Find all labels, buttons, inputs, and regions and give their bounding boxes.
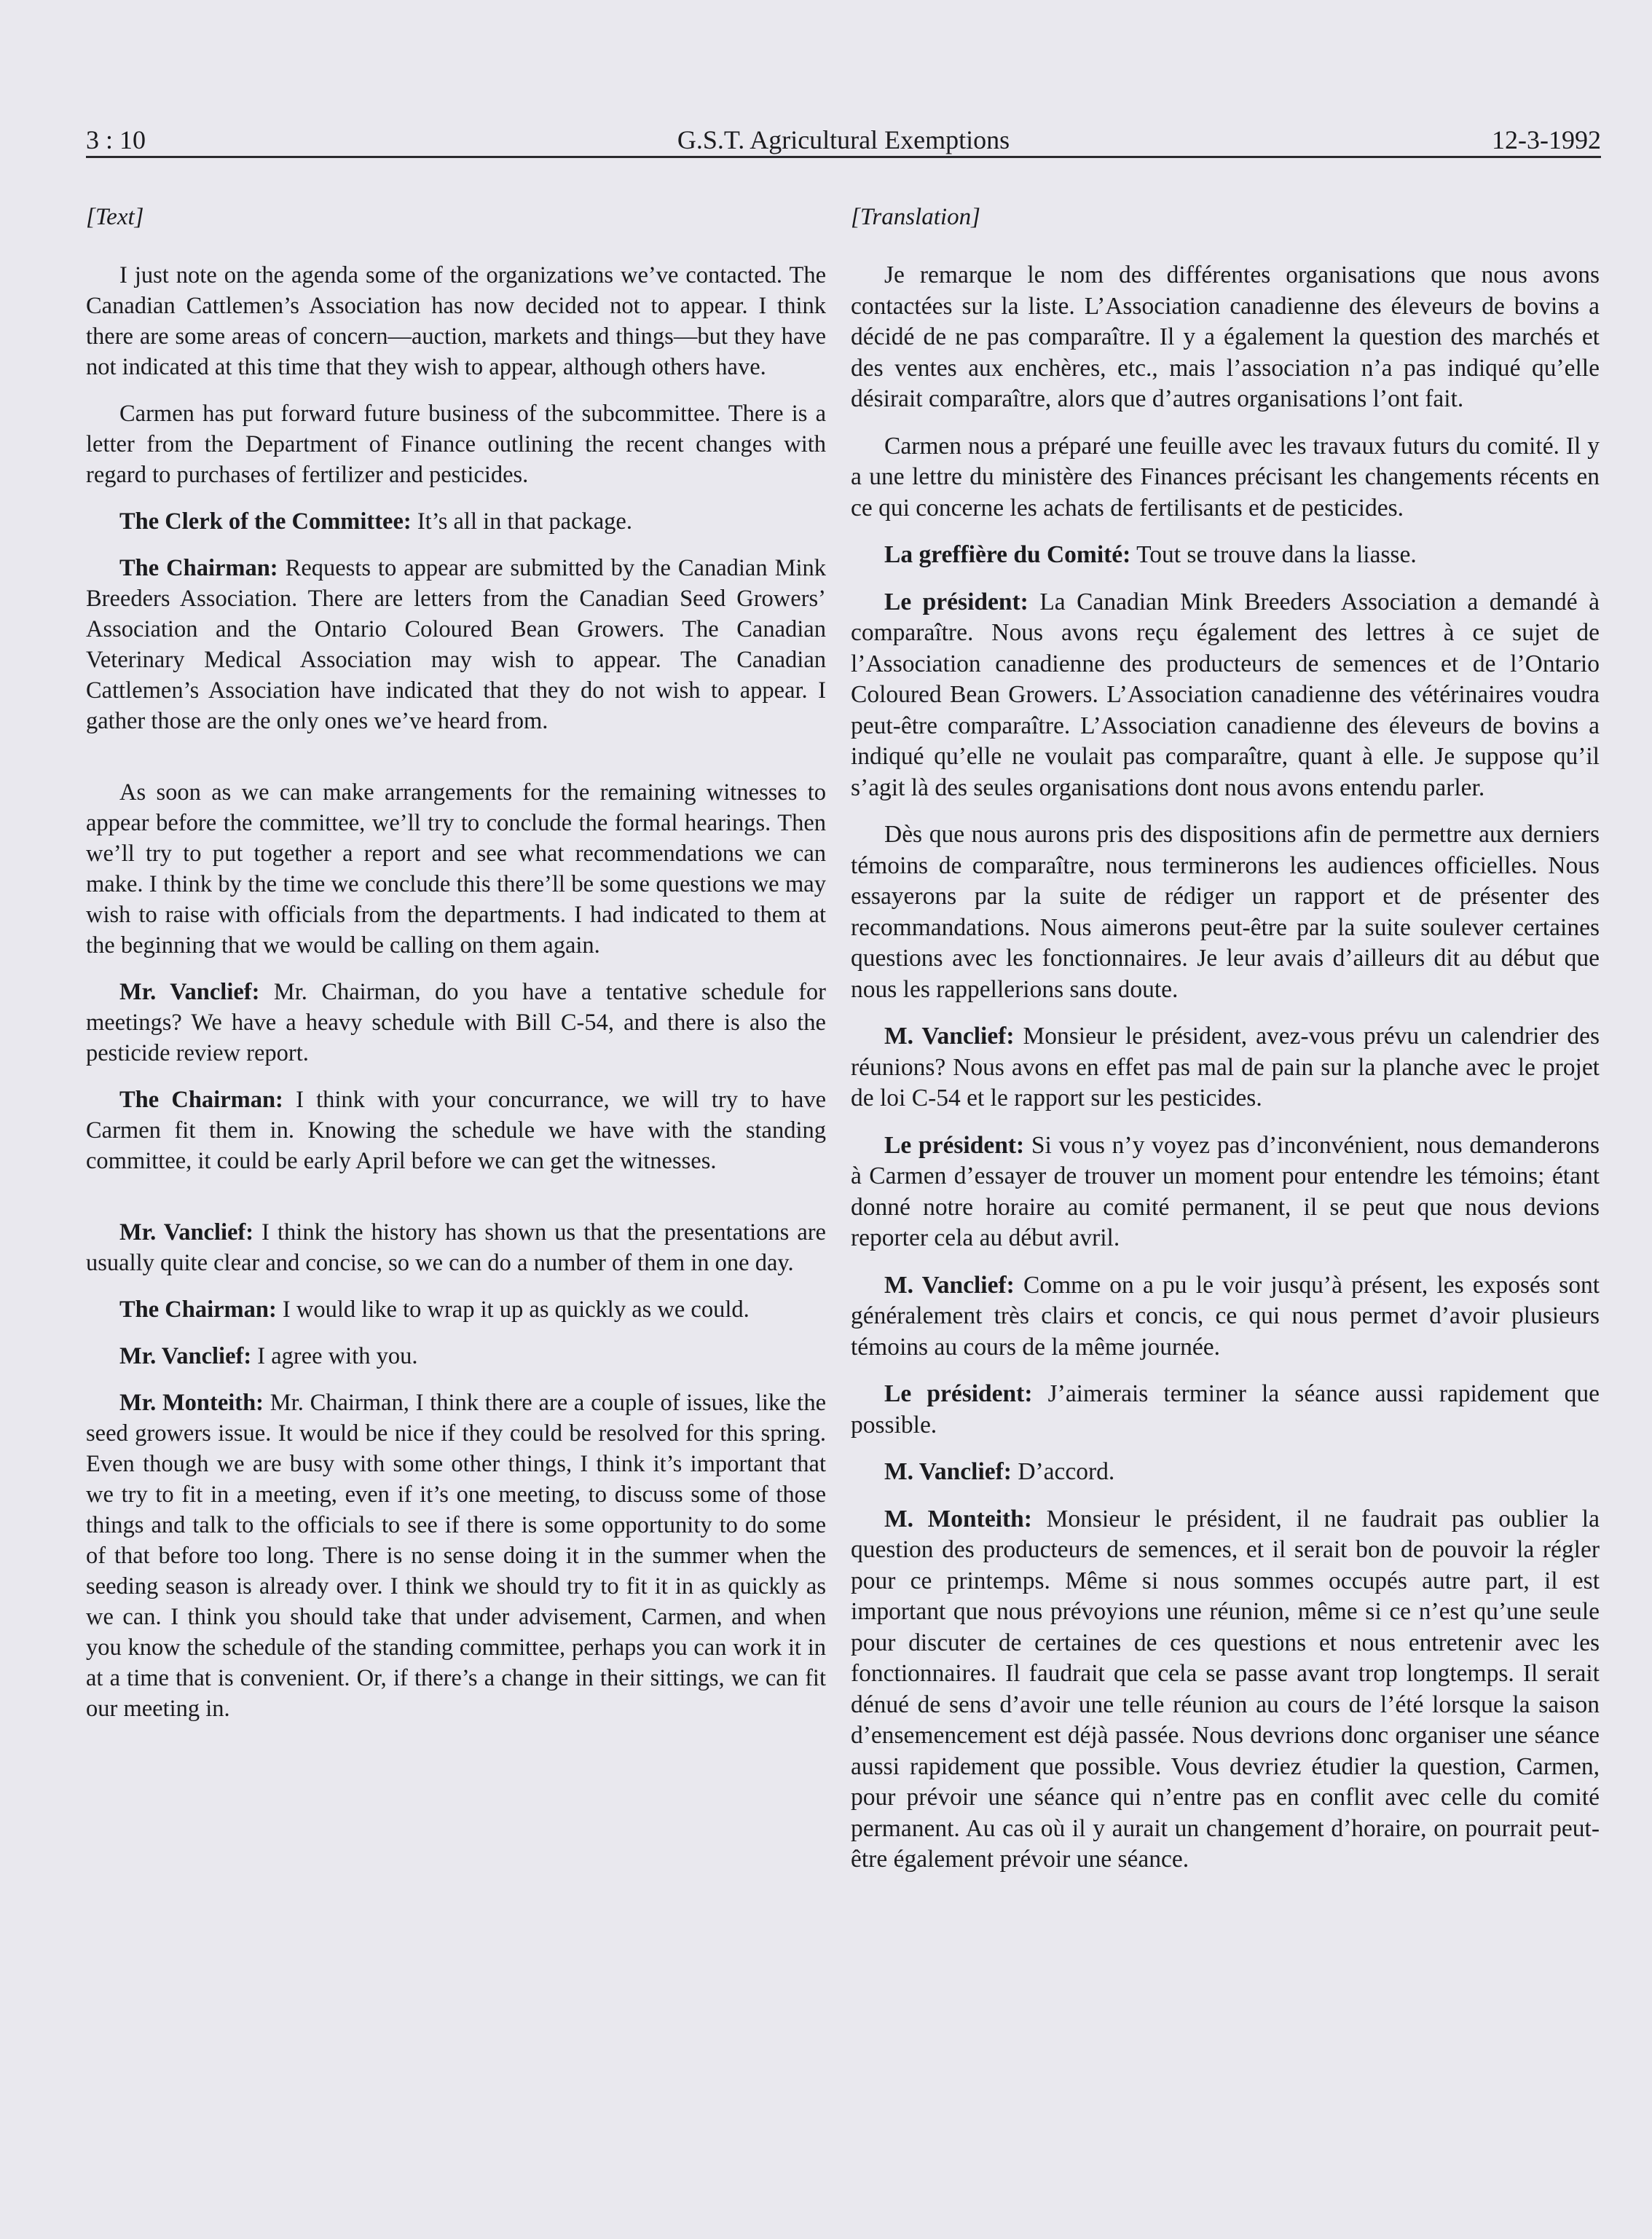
paragraph: [851, 1021, 1600, 1114]
column-tag: [Text]: [86, 204, 144, 230]
speaker-name: The Chairman:: [119, 1296, 277, 1323]
paragraph-text: As soon as we can make arrangements for the remaining witnesses to appear before the committee, we’ll try to conclude the formal hearings. Then we’ll try to put together a report and see what recommendations we can make. I think by the time we conclude this there’ll be some questions we may wish to raise with officials from the departments. I had indicated to them at the beginning that we would be calling on them again.: [86, 779, 826, 959]
speaker-name: Mr. Vanclief:: [119, 979, 260, 1005]
paragraph-text: I agree with you.: [257, 1343, 418, 1369]
speaker-name: Mr. Vanclief:: [119, 1343, 252, 1369]
paragraph: [86, 1341, 826, 1372]
paragraph-text: Je remarque le nom des différentes organisations que nous avons contactées sur la liste. L’Association canadienne des éleveurs de bovins a décidé de ne pas comparaître. Il y a également la question des marchés et des ventes aux enchères, etc., mais l’association n’a pas indiqué qu’elle désirait comparaître, alors que d’autres organisations l’ont fait.: [851, 261, 1600, 412]
paragraph-text: La Canadian Mink Breeders Association a demandé à comparaître. Nous avons reçu également des lettres à ce sujet de l’Association canadienne des producteurs de semences et de l’Ontario Coloured Bean Growers. L’Association canadienne des vétérinaires voudra peut-être comparaître. L’Association canadienne des éleveurs de bovins a indiqué qu’elle ne voulait pas comparaître, quant à elle. Je suppose qu’il s’agit là des seules organisations dont nous avons entendu parler.: [851, 588, 1600, 801]
paragraph-text: Tout se trouve dans la liasse.: [1136, 541, 1417, 568]
speaker-name: The Clerk of the Committee:: [119, 508, 412, 535]
speaker-name: M. Monteith:: [884, 1505, 1032, 1532]
header-rule: [86, 156, 1601, 158]
paragraph-text: I just note on the agenda some of the organizations we’ve contacted. The Canadian Cattlemen’s Association has now decided not to appear. I think there are some areas of concern—auction, markets and things—but they have not indicated at this time that they wish to appear, although others have.: [86, 262, 826, 380]
page-header: [86, 121, 1601, 159]
paragraph-text: Mr. Chairman, do you have a tentative schedule for meetings? We have a heavy schedule with Bill C-54, and there is also the pesticide review report.: [86, 979, 826, 1066]
paragraph: [86, 1294, 826, 1325]
paragraph: [86, 553, 826, 736]
paragraph-text: I think with your concurrance, we will try to have Carmen fit them in. Knowing the schedule we have with the standing committee, it could be early April before we can get the witnesses.: [86, 1087, 826, 1174]
paragraph: [851, 819, 1600, 1005]
paragraph: [86, 398, 826, 490]
speaker-name: La greffière du Comité:: [884, 541, 1131, 568]
paragraph: [851, 1130, 1600, 1254]
paragraph: [851, 587, 1600, 804]
speaker-name: The Chairman:: [119, 1087, 283, 1113]
paragraph-text: Carmen nous a préparé une feuille avec les travaux futurs du comité. Il y a une lettre du ministère des Finances précisant les changements récents en ce qui concerne les achats de fertilisants et de pesticides.: [851, 432, 1600, 522]
header-date: 12-3-1992: [1492, 125, 1601, 154]
paragraph-text: It’s all in that package.: [417, 508, 632, 535]
speaker-name: Le président:: [884, 588, 1028, 615]
spacer: [86, 752, 826, 777]
paragraph: [851, 1379, 1600, 1441]
french-column: [851, 204, 1600, 1892]
paragraph: [851, 260, 1600, 415]
speaker-name: Le président:: [884, 1131, 1025, 1159]
spacer: [86, 1192, 826, 1217]
paragraph: [86, 260, 826, 382]
paragraph-text: Dès que nous aurons pris des dispositions afin de permettre aux derniers témoins de comparaître, nous terminerons les audiences officielles. Nous essayerons par la suite de rédiger un rapport et de présenter des recommandations. Nous aimerons peut-être par la suite soulever certaines questions avec les fonctionnaires. Je leur avais d’ailleurs dit au début que nous les rappellerions sans doute.: [851, 821, 1600, 1003]
running-title: G.S.T. Agricultural Exemptions: [677, 125, 1010, 154]
speaker-name: M. Vanclief:: [884, 1023, 1015, 1050]
paragraph: [851, 1270, 1600, 1364]
page-number: 3 : 10: [86, 125, 146, 154]
paragraph: [86, 1217, 826, 1278]
paragraph-text: J’aimerais terminer la séance aussi rapidement que possible.: [851, 1380, 1600, 1439]
paragraph-text: Monsieur le président, il ne faudrait pas oublier la question des producteurs de semences, et il serait bon de pouvoir la régler pour ce printemps. Même si nous sommes occupés autre part, il est important que nous prévoyions une réunion, même si ce n’est qu’une seule pour discuter de certaines de ces questions et nous entretenir avec les fonctionnaires. Il faudrait que cela se passe avant trop longtemps. Il serait dénué de sens d’avoir une telle réunion au cours de l’été lorsque la saison d’ensemencement est déjà passée. Nous devrions donc organiser une séance aussi rapidement que possible. Vous devriez étudier la question, Carmen, pour prévoir une séance qui n’entre pas en conflit avec celle du comité permanent. Au cas où il y aurait un changement d’horaire, on pourrait peut-être également prévoir une séance.: [851, 1505, 1600, 1873]
paragraph-text: I think the history has shown us that the presentations are usually quite clear and concise, so we can do a number of them in one day.: [86, 1219, 826, 1276]
paragraph: [86, 1085, 826, 1176]
paragraph: [851, 431, 1600, 524]
paragraph: [86, 977, 826, 1069]
paragraph-text: Carmen has put forward future business of the subcommittee. There is a letter from the Department of Finance outlining the recent changes with regard to purchases of fertilizer and pesticides.: [86, 401, 826, 488]
paragraph: [851, 540, 1600, 571]
paragraph-text: I would like to wrap it up as quickly as we could.: [282, 1296, 750, 1323]
speaker-name: M. Vanclief:: [884, 1271, 1015, 1299]
paragraph-text: D’accord.: [1018, 1458, 1115, 1485]
paragraph: [851, 1457, 1600, 1488]
paragraph: [86, 506, 826, 537]
speaker-name: Mr. Monteith:: [119, 1390, 264, 1416]
paragraph: [851, 1504, 1600, 1876]
english-column: [86, 204, 826, 1740]
paragraph: [86, 1388, 826, 1724]
paragraph-text: Requests to appear are submitted by the Canadian Mink Breeders Association. There are letters from the Canadian Seed Growers’ Association and the Ontario Coloured Bean Growers. The Canadian Veterinary Medical Association may wish to appear. The Canadian Cattlemen’s Association have indicated that they do not wish to appear. I gather those are the only ones we’ve heard from.: [86, 555, 826, 734]
speaker-name: Le président:: [884, 1380, 1033, 1407]
paragraph: [86, 777, 826, 961]
paragraph-text: Comme on a pu le voir jusqu’à présent, les exposés sont généralement très clairs et concis, ce qui nous permet d’avoir plusieurs témoins au cours de la même journée.: [851, 1271, 1600, 1361]
speaker-name: Mr. Vanclief:: [119, 1219, 254, 1246]
paragraph-text: Monsieur le président, avez-vous prévu un calendrier des réunions? Nous avons en effet pas mal de pain sur la planche avec le projet de loi C-54 et le rapport sur les pesticides.: [851, 1023, 1600, 1111]
speaker-name: M. Vanclief:: [884, 1458, 1012, 1485]
paragraph-text: Mr. Chairman, I think there are a couple of issues, like the seed growers issue. It would be nice if they could be resolved for this spring. Even though we are busy with some other things, I think it’s important that we try to fit in a meeting, even if it’s one meeting, to discuss some of those things and talk to the officials to see if there is some opportunity to do some of that before too long. There is no sense doing it in the summer when the seeding season is already over. I think we should try to fit it in as quickly as we can. I think you should take that under advisement, Carmen, and when you know the schedule of the standing committee, perhaps you can work it in at a time that is convenient. Or, if there’s a change in their sittings, we can fit our meeting in.: [86, 1390, 827, 1722]
paragraph-text: Si vous n’y voyez pas d’inconvénient, nous demanderons à Carmen d’essayer de trouver un moment pour entendre les témoins; étant donné notre horaire au comité permanent, il se peut que nous devions reporter cela au début avril.: [851, 1131, 1600, 1251]
speaker-name: The Chairman:: [119, 555, 278, 581]
column-tag: [Translation]: [851, 204, 980, 230]
